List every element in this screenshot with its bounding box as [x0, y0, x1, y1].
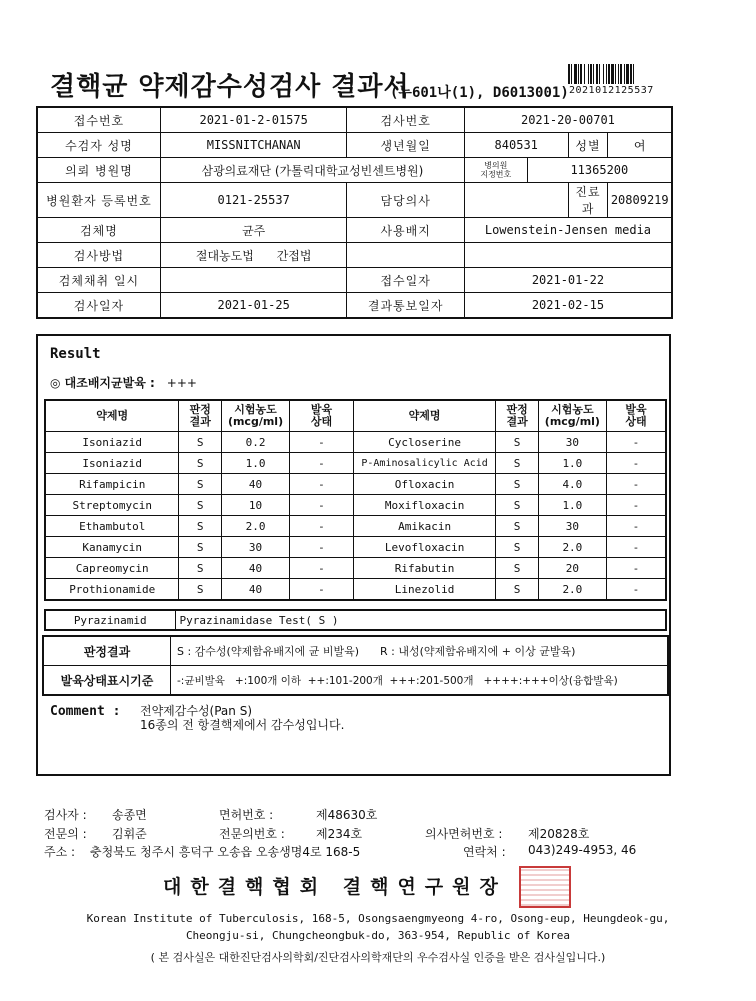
hospital-name: 삼광의료재단 (가톨릭대학교성빈센트병원) [160, 158, 464, 183]
test-no-label: 검사번호 [347, 107, 464, 133]
patient-reg: 0121-25537 [160, 183, 347, 218]
specialist-label: 전문의 : [44, 827, 87, 841]
patient-name-label: 수검자 성명 [37, 133, 160, 158]
specialist: 김휘준 [112, 827, 147, 841]
specialist-no-label: 전문의번호 : [219, 827, 285, 841]
dob: 840531 [464, 133, 568, 158]
medium: Lowenstein-Jensen media [464, 218, 672, 243]
doctor-label: 담당의사 [347, 183, 464, 218]
method-empty [347, 243, 464, 268]
doctor-license: 제20828호 [528, 827, 590, 841]
control-growth-value: +++ [166, 376, 197, 390]
receive-label: 접수일자 [347, 268, 464, 293]
specimen: 균주 [160, 218, 347, 243]
table-row: Isoniazid S 0.2 - Cycloserine S 30 - [45, 432, 666, 453]
test-date: 2021-01-25 [160, 293, 347, 319]
table-row: Ethambutol S 2.0 - Amikacin S 30 - [45, 516, 666, 537]
col-growth: 발육 상태 [290, 400, 354, 432]
table-row: Prothionamide S 40 - Linezolid S 2.0 - [45, 579, 666, 601]
pza-value: Pyrazinamidase Test( S ) [175, 610, 666, 630]
report-date-label: 결과통보일자 [347, 293, 464, 319]
table-row: Streptomycin S 10 - Moxifloxacin S 1.0 - [45, 495, 666, 516]
document-title: 결핵균 약제감수성검사 결과서 [50, 72, 410, 102]
test-date-label: 검사일자 [37, 293, 160, 319]
patient-name: MISSNITCHANAN [160, 133, 347, 158]
doctor-license-label: 의사면허번호 : [425, 827, 503, 841]
result-title: Result [50, 346, 101, 362]
col-drug-2: 약제명 [353, 400, 495, 432]
organization-name: 대한결핵협회 결핵연구원장 [163, 876, 507, 898]
document-code: (누601나(1), D6013001) [390, 85, 569, 101]
control-growth: ◎ 대조배지균발육 : +++ [50, 376, 197, 390]
comment-text: 전약제감수성(Pan S) 16종의 전 항결핵제에서 감수성입니다. [140, 704, 345, 732]
collect [160, 268, 347, 293]
pyrazinamide-table [44, 609, 667, 631]
method-empty-2 [464, 243, 672, 268]
doctor-name [464, 183, 568, 218]
pza-label: Pyrazinamid [45, 610, 175, 630]
medium-label: 사용배지 [347, 218, 464, 243]
legend-growth-label: 발육상태표시기준 [43, 666, 171, 696]
col-judge: 판정 결과 [179, 400, 222, 432]
hospital-label: 의뢰 병원명 [37, 158, 160, 183]
legend-judge-label: 판정결과 [43, 636, 171, 666]
patient-info-table [36, 106, 673, 319]
tester-label: 검사자 : [44, 808, 87, 822]
certification-note: ( 본 검사실은 대한진단검사의학회/진단검사의학재단의 우수검사실 인증을 받은 검사실입니다.) [150, 951, 606, 964]
barcode-number: 2021012125537 [569, 85, 654, 96]
receive-date: 2021-01-22 [464, 268, 672, 293]
address-label: 주소 : [44, 845, 76, 859]
specimen-label: 검체명 [37, 218, 160, 243]
dept-label: 진료과 [568, 183, 608, 218]
table-row: Kanamycin S 30 - Levofloxacin S 2.0 - [45, 537, 666, 558]
contact: 043)249-4953, 46 [528, 843, 637, 857]
report-date: 2021-02-15 [464, 293, 672, 319]
contact-label: 연락처 : [463, 845, 506, 859]
method-label: 검사방법 [37, 243, 160, 268]
collect-label: 검체채취 일시 [37, 268, 160, 293]
col-drug: 약제명 [45, 400, 179, 432]
english-address-line-1: Korean Institute of Tuberculosis, 168-5, Osongsaengmyeong 4-ro, Osong-eup, Heungdeok-gu, [86, 912, 670, 925]
official-seal-icon [519, 866, 571, 908]
patient-reg-label: 병원환자 등록번호 [37, 183, 160, 218]
table-row: Rifampicin S 40 - Ofloxacin S 4.0 - [45, 474, 666, 495]
english-address-line-2: Cheongju-si, Chungcheongbuk-do, 363-954, Republic of Korea [185, 929, 571, 942]
tester: 송종면 [112, 808, 147, 822]
hospital-code: 11365200 [527, 158, 672, 183]
result-section [36, 334, 671, 776]
col-conc: 시험농도 (mcg/ml) [222, 400, 290, 432]
license: 제48630호 [316, 808, 378, 822]
address: 충청북도 청주시 흥덕구 오송읍 오송생명4로 168-5 [90, 845, 361, 859]
legend-growth-text: -:균비발육 +:100개 이하 ++:101-200개 +++:201-500개 ++++:+++이상(융합발육) [171, 666, 669, 696]
dob-label: 생년월일 [347, 133, 464, 158]
reception-no-label: 접수번호 [37, 107, 160, 133]
reception-no: 2021-01-2-01575 [160, 107, 347, 133]
specialist-no: 제234호 [316, 827, 363, 841]
hospital-code-label: 병의원 지정번호 [464, 158, 527, 183]
sex-label: 성별 [568, 133, 608, 158]
table-row: Isoniazid S 1.0 - P-Aminosalicylic Acid S 1.0 - [45, 453, 666, 474]
legend-judge-text: S : 감수성(약제함유배지에 균 비발육) R : 내성(약제함유배지에 + 이상 균발육) [171, 636, 669, 666]
barcode-icon [568, 64, 688, 84]
comment-label: Comment : [50, 704, 121, 719]
col-judge-2: 판정 결과 [496, 400, 539, 432]
method: 절대농도법 간접법 [160, 243, 347, 268]
sex: 여 [608, 133, 672, 158]
test-no: 2021-20-00701 [464, 107, 672, 133]
drug-table [44, 399, 667, 601]
license-label: 면허번호 : [219, 808, 274, 822]
col-growth-2: 발육 상태 [606, 400, 666, 432]
col-conc-2: 시험농도 (mcg/ml) [538, 400, 606, 432]
legend-table [42, 635, 669, 696]
dept: 20809219 [608, 183, 672, 218]
table-row: Capreomycin S 40 - Rifabutin S 20 - [45, 558, 666, 579]
